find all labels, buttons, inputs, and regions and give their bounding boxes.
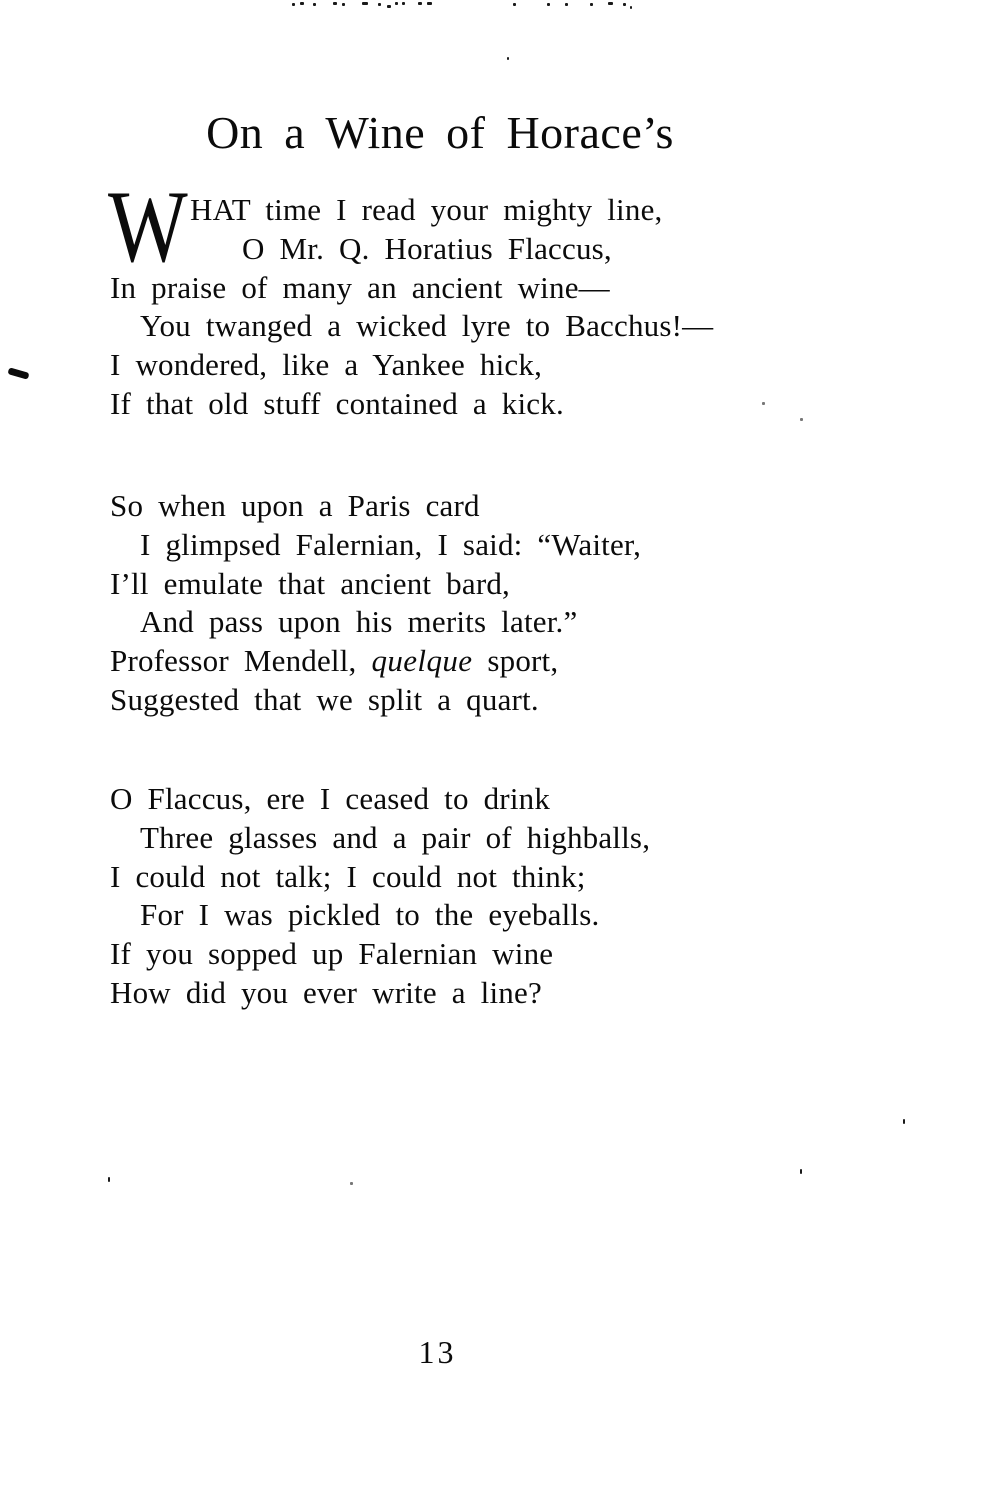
scan-speckle (427, 2, 432, 5)
scan-speckle (342, 3, 345, 6)
scan-speckle (903, 1119, 905, 1124)
scan-speckle (507, 57, 509, 60)
scan-speckle (300, 2, 304, 5)
poem-line: For I was pickled to the eyeballs. (140, 897, 600, 933)
poem-title: On a Wine of Horace’s (206, 107, 674, 158)
page-number: 13 (418, 1334, 457, 1370)
poem-line: Suggested that we split a quart. (110, 681, 539, 717)
scan-speckle (378, 3, 381, 6)
poem-line: I’ll emulate that ancient bard, (110, 565, 511, 601)
scan-speckle (387, 5, 391, 8)
scan-speckle (362, 2, 368, 5)
poem-line: HAT time I read your mighty line, (190, 192, 663, 227)
scan-speckle (350, 1182, 353, 1185)
scan-speckle (800, 1169, 802, 1174)
poem-line: O Mr. Q. Horatius Flaccus, (242, 230, 612, 266)
poem-line: I glimpsed Falernian, I said: “Waiter, (140, 526, 642, 562)
scan-speckle (402, 2, 405, 5)
stanza-1 (108, 170, 810, 424)
stanza-2 (110, 487, 810, 720)
scan-speckle (333, 2, 337, 5)
margin-ink-dash (7, 367, 29, 380)
scan-speckle (108, 1177, 110, 1182)
scan-speckle (395, 2, 398, 5)
dropcap-initial: W (108, 170, 188, 284)
poem-line: You twanged a wicked lyre to Bacchus!— (140, 308, 714, 344)
italic-word: quelque (371, 643, 473, 679)
scan-speckle (313, 3, 316, 6)
scan-speckle (292, 3, 295, 6)
poem-line: Professor Mendell, quelque sport, (110, 643, 559, 679)
poem-line: If you sopped up Falernian wine (110, 936, 554, 972)
poem-line: How did you ever write a line? (110, 974, 542, 1010)
poem-line: And pass upon his merits later.” (140, 604, 578, 640)
poem-line: In praise of many an ancient wine— (110, 269, 610, 305)
scan-speckle (608, 2, 613, 5)
scan-speckle (565, 3, 568, 6)
scan-speckle (623, 3, 626, 6)
poem-line: If that old stuff contained a kick. (110, 385, 564, 421)
poem-line: I could not talk; I could not think; (110, 858, 586, 894)
poem-line: I wondered, like a Yankee hick, (110, 347, 543, 383)
poem-line: Three glasses and a pair of highballs, (140, 819, 651, 855)
scan-speckle (513, 3, 516, 6)
poem-line: So when upon a Paris card (110, 488, 480, 523)
scan-speckle (418, 2, 422, 5)
scan-speckle (590, 3, 593, 6)
scan-speckle (547, 3, 550, 6)
scan-speckle (630, 6, 632, 9)
poem-line: O Flaccus, ere I ceased to drink (110, 781, 551, 816)
stanza-3 (110, 780, 810, 1013)
